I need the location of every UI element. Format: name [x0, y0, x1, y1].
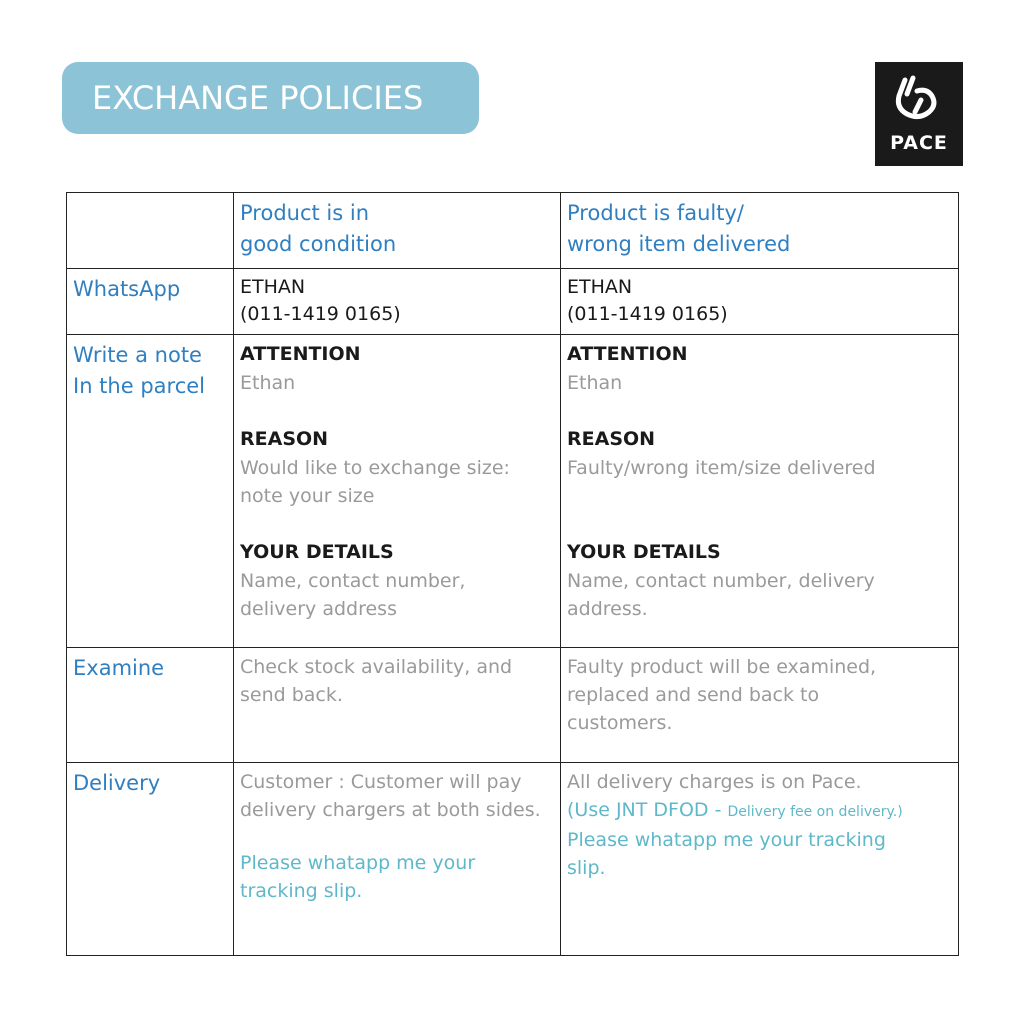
note-faulty-attention-value: Ethan	[567, 372, 623, 394]
delivery-good-line-2: delivery chargers at both sides.	[240, 799, 541, 821]
delivery-good-tracking-line-1: Please whatapp me your	[240, 852, 476, 874]
note-faulty-details-line-2: address.	[567, 598, 648, 620]
delivery-good-tracking-line-2: tracking slip.	[240, 880, 363, 902]
note-good-details-label: YOUR DETAILS	[240, 541, 394, 563]
row-label-whatsapp: WhatsApp	[67, 269, 234, 335]
title-banner	[62, 62, 479, 134]
note-faulty-attention-label: ATTENTION	[567, 343, 688, 365]
whatsapp-good-cell	[234, 269, 561, 335]
pace-logo	[875, 62, 963, 166]
note-good-attention-value: Ethan	[240, 372, 296, 394]
header-faulty-line-1: Product is faulty/	[567, 201, 745, 225]
header-faulty-line-2: wrong item delivered	[567, 232, 791, 256]
delivery-faulty-jnt-line	[567, 796, 952, 826]
whatsapp-good-name: ETHAN	[240, 276, 306, 298]
whatsapp-faulty-cell	[561, 269, 959, 335]
row-label-note-line-2: In the parcel	[73, 374, 205, 398]
whatsapp-faulty-name: ETHAN	[567, 276, 633, 298]
exchange-policy-table	[66, 192, 959, 956]
delivery-faulty-jnt: (Use JNT DFOD -	[567, 799, 728, 821]
table-row-note	[67, 335, 959, 648]
note-faulty-reason-line-1: Faulty/wrong item/size delivered	[567, 457, 876, 479]
whatsapp-good-phone: (011-1419 0165)	[240, 303, 401, 325]
examine-faulty-cell	[561, 648, 959, 763]
delivery-faulty-jnt-small: Delivery fee on delivery.)	[727, 804, 903, 820]
row-label-note	[67, 335, 234, 648]
pace-logo-text: PACE	[890, 132, 948, 154]
page-title: EXCHANGE POLICIES	[92, 79, 424, 117]
note-good-details-line-2: delivery address	[240, 598, 397, 620]
examine-good-line-2: send back.	[240, 684, 343, 706]
header-good-line-2: good condition	[240, 232, 397, 256]
row-label-delivery: Delivery	[67, 763, 234, 956]
examine-faulty-line-1: Faulty product will be examined,	[567, 656, 877, 678]
examine-good-cell	[234, 648, 561, 763]
note-good-attention-label: ATTENTION	[240, 343, 361, 365]
header-faulty	[561, 193, 959, 269]
delivery-faulty-line-1: All delivery charges is on Pace.	[567, 771, 862, 793]
row-label-note-line-1: Write a note	[73, 343, 202, 367]
header-good-condition	[234, 193, 561, 269]
note-faulty-cell	[561, 335, 959, 648]
table-row-whatsapp	[67, 269, 959, 335]
header-good-line-1: Product is in	[240, 201, 370, 225]
examine-good-line-1: Check stock availability, and	[240, 656, 513, 678]
note-faulty-details-line-1: Name, contact number, delivery	[567, 570, 875, 592]
delivery-faulty-cell	[561, 763, 959, 956]
note-faulty-reason-label: REASON	[567, 428, 656, 450]
note-good-reason-line-1: Would like to exchange size:	[240, 457, 510, 479]
table-row-examine	[67, 648, 959, 763]
delivery-good-line-1: Customer : Customer will pay	[240, 771, 522, 793]
examine-faulty-line-2: replaced and send back to	[567, 684, 820, 706]
row-label-examine: Examine	[67, 648, 234, 763]
table-header-row	[67, 193, 959, 269]
delivery-faulty-tracking-line-1: Please whatapp me your tracking	[567, 829, 886, 851]
note-good-reason-line-2: note your size	[240, 485, 375, 507]
examine-faulty-line-3: customers.	[567, 712, 673, 734]
table-row-delivery	[67, 763, 959, 956]
note-good-details-line-1: Name, contact number,	[240, 570, 466, 592]
note-good-cell	[234, 335, 561, 648]
pace-logo-icon	[891, 74, 947, 130]
note-faulty-details-label: YOUR DETAILS	[567, 541, 721, 563]
header-empty-cell	[67, 193, 234, 269]
delivery-good-cell	[234, 763, 561, 956]
note-good-reason-label: REASON	[240, 428, 329, 450]
delivery-faulty-tracking-line-2: slip.	[567, 857, 606, 879]
whatsapp-faulty-phone: (011-1419 0165)	[567, 303, 728, 325]
